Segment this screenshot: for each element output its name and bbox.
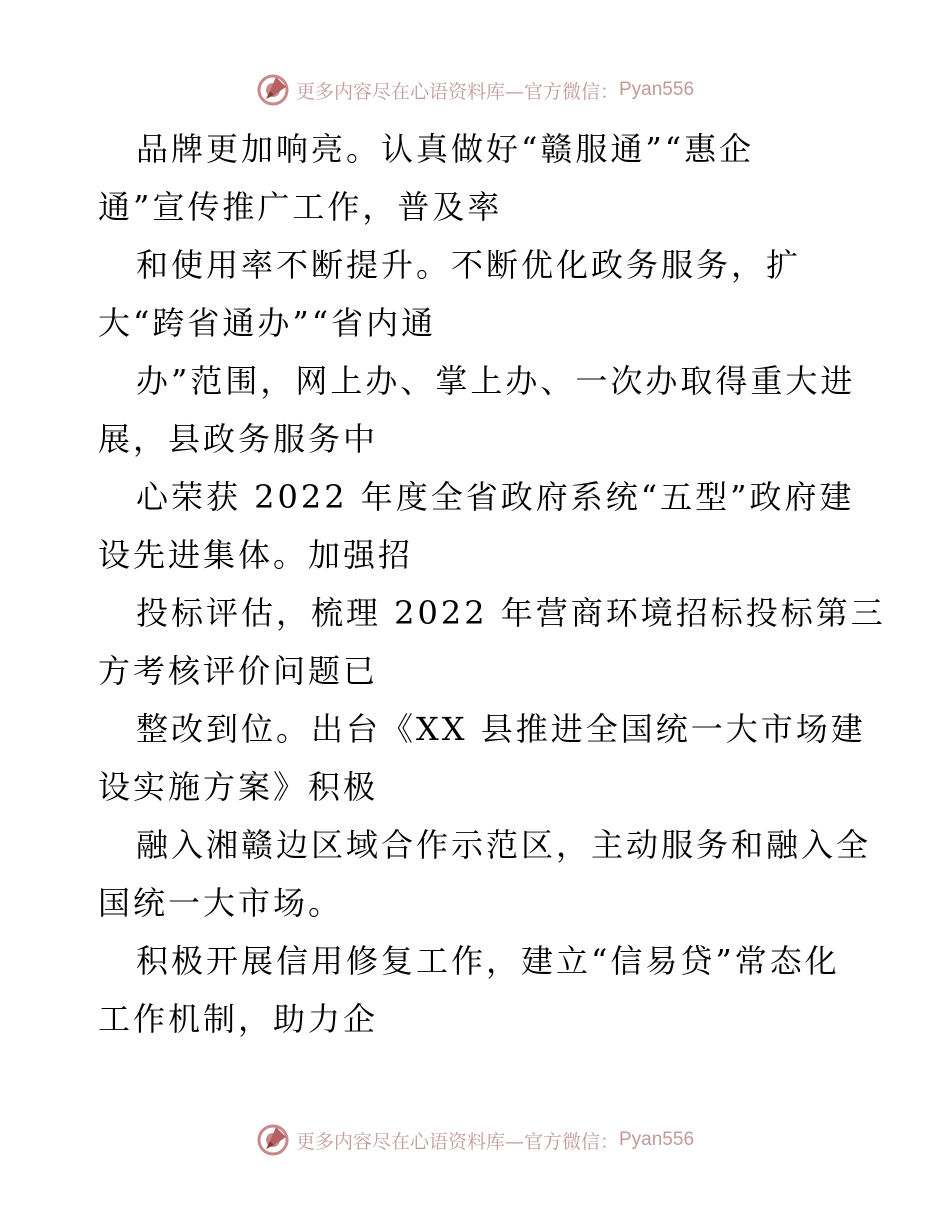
- red-circle-pen-logo-icon: [256, 1123, 290, 1157]
- watermark-wechat-id: Pyan556: [619, 79, 695, 100]
- header-watermark: [0, 68, 950, 112]
- text-line: 设实施方案》积极: [98, 768, 379, 806]
- watermark-text: 更多内容尽在心语资料库—官方微信：: [295, 1130, 619, 1153]
- text-line: 办”范围，网上办、掌上办、一次办取得重大进: [136, 362, 856, 400]
- text-line: 和使用率不断提升。不断优化政务服务，扩: [136, 246, 802, 284]
- text-line: 心荣获 2022 年度全省政府系统“五型”政府建: [136, 478, 855, 516]
- document-body: [98, 120, 886, 1048]
- watermark-wechat-id: Pyan556: [619, 1129, 695, 1150]
- text-line: 整改到位。出台《XX 县推进全国统一大市场建: [136, 710, 866, 748]
- watermark-text: 更多内容尽在心语资料库—官方微信：: [295, 80, 619, 103]
- red-circle-pen-logo-icon: [256, 73, 290, 107]
- text-line: 品牌更加响亮。认真做好“赣服通”“惠企: [136, 130, 755, 168]
- text-line: 工作机制，助力企: [98, 1000, 379, 1038]
- text-line: 国统一大市场。: [98, 884, 344, 922]
- text-line: 积极开展信用修复工作，建立“信易贷”常态化: [136, 942, 840, 980]
- text-line: 融入湘赣边区域合作示范区，主动服务和融入全: [136, 826, 872, 864]
- footer-watermark: [0, 1118, 950, 1162]
- text-line: 展，县政务服务中: [98, 420, 379, 458]
- text-line: 设先进集体。加强招: [98, 536, 414, 574]
- text-line: 通”宣传推广工作，普及率: [98, 188, 503, 226]
- text-line: 大“跨省通办”“省内通: [98, 304, 437, 342]
- text-line: 方考核评价问题已: [98, 652, 379, 690]
- text-line: 投标评估，梳理 2022 年营商环境招标投标第三: [136, 594, 886, 632]
